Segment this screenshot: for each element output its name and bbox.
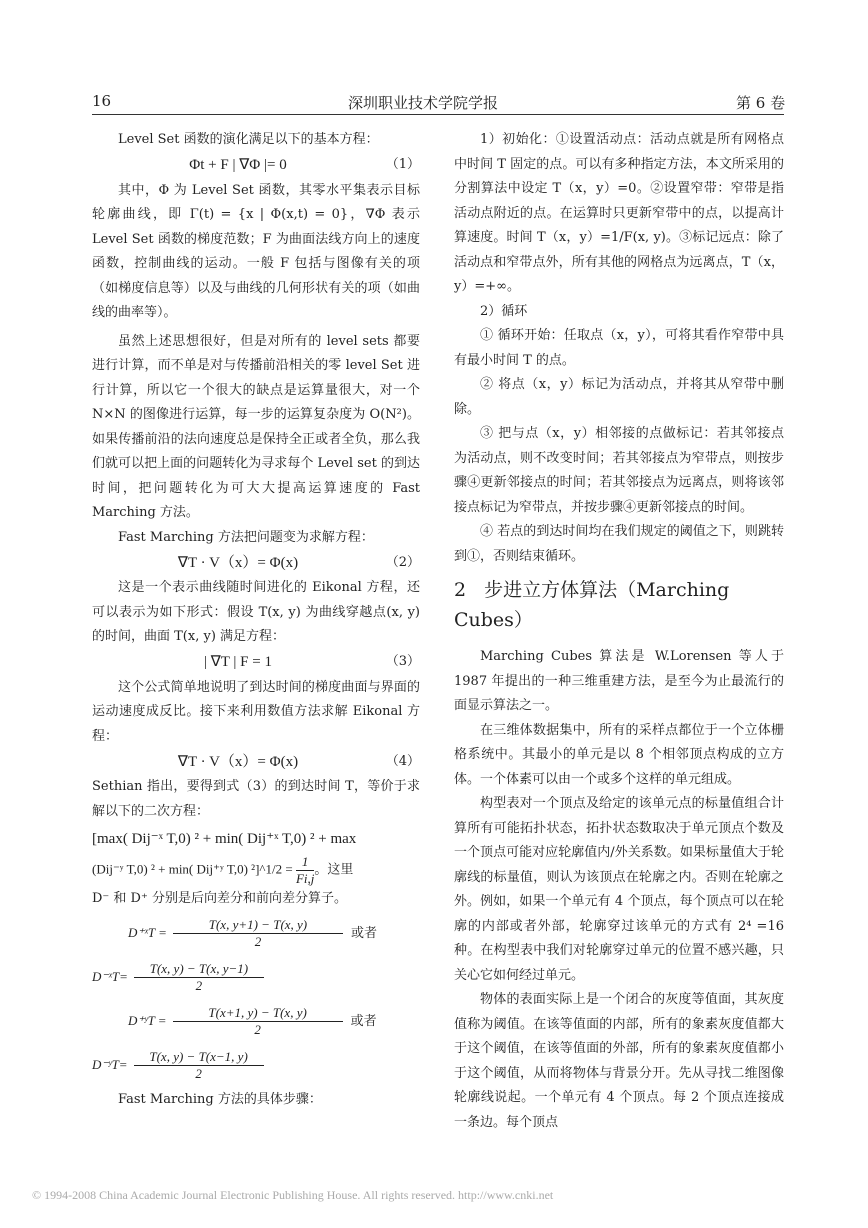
equation-2	[92, 550, 420, 576]
fraction-denominator: 2	[195, 1066, 202, 1081]
fraction-denominator: 2	[254, 934, 262, 949]
equation-number: （1）	[385, 157, 420, 173]
paragraph: ② 将点（x，y）标记为活动点，并将其从窄带中删除。	[454, 377, 784, 417]
paragraph: 其中，Φ 为 Level Set 函数，其零水平集表示目标轮廓曲线，即 Γ(t) = {x | Φ(x,t) = 0}，∇Φ 表示 Level Set 函数的梯度范数；F 为曲面法线方向上的速度函数，控制曲线的运动。一般 F 包括与图像有关的项（如梯度信息等）以及与曲线的几何形状有关的项（如曲线的曲率等）。	[92, 182, 420, 320]
paragraph: Fast Marching 方法把问题变为求解方程：	[118, 529, 374, 545]
equation-number: （4）	[385, 753, 420, 769]
paragraph: 虽然上述思想很好，但是对所有的 level sets 都要进行计算，而不单是对与传播前沿相关的零 level Set 进行计算，所以它一个很大的缺点是运算量很大，对一个 N×N 的图像进行运算，每一步的运算复杂度为 O(N²)。如果传播前沿的法向速度总是保持全正或者全负，那么我们就可以把上面的问题转化为寻求每个 Level set 的到达时间，把问题转化为可大大提高运算速度的 Fast Marching 方法。	[92, 333, 420, 520]
fraction	[173, 917, 343, 950]
left-column	[92, 128, 420, 1112]
paragraph: Marching Cubes 算法是 W.Lorensen 等人于 1987 年提出的一种三维重建方法，是至今为止最流行的面显示算法之一。	[454, 649, 784, 713]
journal-title: 深圳职业技术学院学报	[348, 94, 499, 112]
difference-formula-2	[92, 956, 420, 1000]
equation-5-line-1: [max( Dij⁻ˣ T,0) ² + min( Dij⁺ˣ T,0) ² + max	[92, 831, 357, 847]
section-heading	[454, 575, 784, 635]
formula-lhs: D⁺ˣT =	[128, 925, 167, 941]
equation-number: （3）	[385, 654, 420, 670]
paragraph: ③ 把与点（x，y）相邻接的点做标记：若其邻接点为活动点，则不改变时间；若其邻接点为窄带点，则按步骤④更新邻接点的时间；若其邻接点为远离点，则将该邻接点标记为窄带点，并按步骤④更新邻接点的时间。	[454, 426, 784, 515]
fraction	[134, 961, 264, 994]
volume-label: 第 6 卷	[736, 94, 786, 112]
paragraph: Sethian 指出，要得到式（3）的到达时间 T，等价于求解以下的二次方程：	[92, 779, 420, 819]
paragraph: 构型表对一个顶点及给定的该单元点的标量值组合计算所有可能拓扑状态，拓扑状态数取决于单元顶点个数及一个顶点可能对应轮廓值内/外关系数。如果标量值大于轮廓线的标量值，则认为该顶点在轮廓之内。否则在轮廓之外。例如，如果一个单元有 4 个顶点，每个顶点可以在轮廓的内部或者外部，轮廓穿过该单元的方式有 2⁴ =16 种。在构型表中我们对轮廓穿过单元的位置不感兴趣，只关心它如何经过单元。	[454, 796, 784, 983]
formula-lhs: D⁻ʸT=	[92, 1057, 128, 1073]
equation-5-line-2	[92, 854, 420, 887]
equation-text: ∇T · V（x）= Φ(x)	[177, 554, 299, 571]
fraction-denominator: 2	[195, 978, 203, 993]
paragraph: D⁻ 和 D⁺ 分别是后向差分和前向差分算子。	[92, 891, 347, 906]
formula-tail: 或者	[350, 1013, 377, 1029]
equation-text: | ∇T | F = 1	[204, 654, 272, 671]
page-number: 16	[92, 92, 112, 110]
equation-text: (Dij⁻ʸ T,0) ² + min( Dij⁺ʸ T,0) ²]^1/2 =	[92, 861, 296, 877]
paragraph: 1）初始化：①设置活动点：活动点就是所有网格点中时间 T 固定的点。可以有多种指定方法，本文所采用的分割算法中设定 T（x，y）=0。②设置窄带：窄带是指活动点附近的点。在运算时只更新窄带中的点，以提高计算速度。时间 T（x，y）=1/F(x, y)。③标记远点：除了活动点和窄带点外，所有其他的网格点为远离点，T（x，y）=+∞。	[454, 132, 784, 294]
fraction	[296, 854, 314, 887]
difference-formula-1	[92, 912, 420, 956]
fraction	[173, 1005, 343, 1038]
paragraph: ④ 若点的到达时间均在我们规定的阈值之下，则跳转到①，否则结束循环。	[454, 524, 784, 564]
fraction-numerator: T(x, y) − T(x−1, y)	[134, 1049, 264, 1066]
fraction	[134, 1049, 264, 1082]
fraction-numerator: T(x, y+1) − T(x, y)	[173, 917, 343, 934]
paragraph: Fast Marching 方法的具体步骤：	[118, 1091, 322, 1107]
fraction-numerator: 1	[296, 854, 314, 871]
paragraph: Level Set 函数的演化满足以下的基本方程：	[118, 132, 379, 147]
fraction-denominator: 2	[254, 1022, 261, 1037]
right-column	[454, 128, 784, 1135]
equation-number: （2）	[385, 554, 420, 570]
formula-tail: 或者	[350, 925, 377, 941]
section-title: 步进立方体算法（Marching Cubes）	[454, 579, 730, 631]
equation-4	[92, 749, 420, 775]
difference-formula-4	[92, 1044, 420, 1088]
formula-lhs: D⁺ʸT =	[128, 1013, 167, 1029]
fraction-numerator: T(x, y) − T(x, y−1)	[134, 961, 264, 978]
section-number: 2	[454, 579, 467, 601]
equation-text: Φt + F | ∇Φ |= 0	[189, 157, 287, 174]
equation-1	[92, 153, 420, 179]
equation-tail: 。这里	[314, 861, 354, 877]
paragraph: 这个公式简单地说明了到达时间的梯度曲面与界面的运动速度成反比。接下来利用数值方法求解 Eikonal 方程：	[92, 679, 420, 744]
paragraph: 物体的表面实际上是一个闭合的灰度等值面，其灰度值称为阈值。在该等值面的内部，所有的象素灰度值都大于这个阈值，在该等值面的外部，所有的象素灰度值都小于这个阈值，从而将物体与背景分开。先从寻找二维图像轮廓线说起。一个单元有 4 个顶点。每 2 个顶点连接成一条边。每个顶点	[454, 992, 784, 1130]
formula-lhs: D⁻ˣT=	[92, 969, 128, 985]
equation-text: ∇T · V（x）= Φ(x)	[177, 753, 299, 770]
paragraph: 2）循环	[480, 303, 528, 319]
header-rule	[92, 114, 784, 115]
copyright-footer: © 1994-2008 China Academic Journal Electronic Publishing House. All rights reserved. http://www.cnki.net	[32, 1188, 554, 1202]
paragraph: ① 循环开始：任取点（x，y），可将其看作窄带中具有最小时间 T 的点。	[454, 328, 784, 368]
equation-3	[92, 650, 420, 676]
paragraph: 在三维体数据集中，所有的采样点都位于一个立体栅格系统中。其最小的单元是以 8 个相邻顶点构成的立方体。一个体素可以由一个或多个这样的单元组成。	[454, 722, 784, 787]
difference-formula-3	[92, 1000, 420, 1044]
fraction-numerator: T(x+1, y) − T(x, y)	[173, 1005, 343, 1022]
fraction-denominator: Fi,j	[295, 871, 315, 886]
paragraph: 这是一个表示曲线随时间进化的 Eikonal 方程，还可以表示为如下形式：假设 T(x, y) 为曲线穿越点(x, y)的时间，曲面 T(x, y) 满足方程：	[92, 580, 420, 644]
